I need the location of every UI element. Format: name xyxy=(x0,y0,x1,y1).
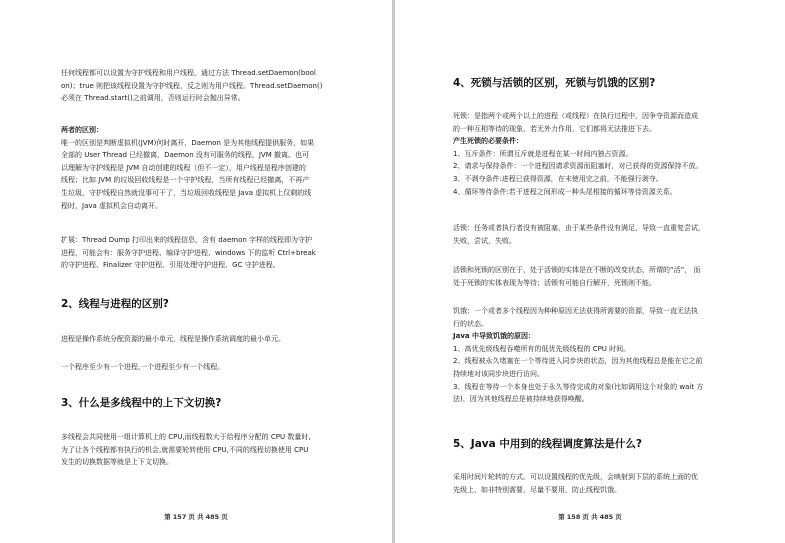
text-line: 多线程会共同使用一组计算机上的 CPU,而线程数大于给程序分配的 CPU 数量时, xyxy=(61,433,311,441)
footer-mid: 页 共 xyxy=(582,513,598,521)
text-line: 活锁：任务或者执行者没有被阻塞，由于某些条件没有满足，导致一直重复尝试， xyxy=(453,224,705,232)
section-2-paragraph-1 xyxy=(61,333,285,346)
text-line: 发生的切换数据等就是上下文切换。 xyxy=(61,458,173,467)
text-line: 活锁和死锁的区别在于，处于活锁的实体是在不断的改变状态，所谓的“活”， 而 xyxy=(453,266,701,274)
text-line: 扩展：Thread Dump 打印出来的线程信息，含有 daemon 字样的线程即为守护 xyxy=(61,236,313,244)
text-line: 的一种互相等待的现象，若无外力作用，它们都将无法推进下去。 xyxy=(453,124,656,133)
text-line: 唯一的区别是判断虚拟机(JVM)何时离开，Daemon 是为其他线程提供服务，如果 xyxy=(61,138,315,147)
footer-page-number: 157 xyxy=(172,513,187,521)
difference-subtitle: 两者的区别： xyxy=(61,126,103,134)
footer-total-pages: 485 xyxy=(205,513,220,521)
left-page xyxy=(0,0,392,543)
footer-suffix: 页 xyxy=(221,513,228,521)
text-line: 失败，尝试，失败。 xyxy=(453,236,516,245)
page-footer xyxy=(395,512,785,521)
extension-paragraph xyxy=(61,234,316,272)
text-line: 生垃圾，守护线程自然就没事可干了，当垃圾回收线程是 Java 虚拟机上仅剩的线 xyxy=(61,188,312,197)
conditions-subtitle: 产生死锁的必要条件： xyxy=(453,137,523,146)
footer-prefix: 第 xyxy=(164,513,171,521)
text-line: 死锁：是指两个或两个以上的进程（或线程）在执行过程中，因争夺资源而造成 xyxy=(453,112,698,120)
text-line: 必须在 Thread.start()之前调用，否则运行时会抛出异常。 xyxy=(61,94,245,103)
text-line: 处于死锁的实体表现为等待；活锁有可能自行解开，死锁则不能。 xyxy=(453,278,656,287)
text-line: 进程，可能会有：服务守护进程、编译守护进程、windows 下的监听 Ctrl+break xyxy=(61,248,316,257)
deadlock-paragraph xyxy=(453,110,702,198)
footer-suffix: 页 xyxy=(615,513,622,521)
text-line: 以理解为守护线程是 JVM 自动创建的线程（但不一定），用户线程是程序创建的 xyxy=(61,163,306,172)
text-line: 为了让各个线程都有执行的机会,就需要轮转使用 CPU,不同的线程切换使用 CPU xyxy=(61,445,309,454)
text-line: 任何线程都可以设置为守护线程和用户线程，通过方法 Thread.setDaemon(bool xyxy=(61,69,316,77)
section-5-heading: 5、Java 中用到的线程调度算法是什么? xyxy=(453,438,642,450)
text-line: 先级上，如非特别需要，尽量不要用，防止线程饥饿。 xyxy=(453,485,621,494)
text-line: 饥饿：一个或者多个线程因为种种原因无法获得所需要的资源，导致一直无法执 xyxy=(453,307,698,315)
page-footer xyxy=(0,512,392,521)
text-line: 程时，Java 虚拟机会自动离开。 xyxy=(61,201,163,210)
livelock-paragraph xyxy=(453,222,705,247)
text-line: 全部的 User Thread 已经撤离，Daemon 没有可服务的线程，JVM 撤离。也可 xyxy=(61,151,309,160)
footer-total-pages: 485 xyxy=(599,513,614,521)
footer-page-number: 158 xyxy=(566,513,581,521)
footer-mid: 页 共 xyxy=(188,513,204,521)
section-2-heading: 2、线程与进程的区别? xyxy=(61,298,169,310)
list-item: 法)，因为其他线程总是被持续地获得唤醒。 xyxy=(453,395,589,404)
causes-subtitle: Java 中导致饥饿的原因： xyxy=(453,332,536,341)
text-line: 线程；比如 JVM 的垃圾回收线程是一个守护线程，当所有线程已经撤离，不再产 xyxy=(61,176,310,185)
text-line: on)；true 则把该线程设置为守护线程，反之则为用户线程。Thread.setDaemon() xyxy=(61,81,323,90)
right-page xyxy=(395,0,785,543)
list-item: 1、高优先级线程吞噬所有的低优先级线程的 CPU 时间。 xyxy=(453,344,631,353)
section-3-paragraph xyxy=(61,431,311,469)
section-3-heading: 3、什么是多线程中的上下文切换? xyxy=(61,397,222,409)
list-item: 3、线程在等待一个本身也处于永久等待完成的对象(比如调用这个对象的 wait 方 xyxy=(453,382,704,391)
text-line: 进程是操作系统分配资源的最小单元，线程是操作系统调度的最小单元。 xyxy=(61,335,285,343)
list-item: 2、请求与保持条件：一个进程因请求资源而阻塞时，对已获得的资源保持不放。 xyxy=(453,162,703,171)
list-item: 1、互斥条件：所谓互斥就是进程在某一时间内独占资源。 xyxy=(453,149,633,158)
section-4-heading: 4、死锁与活锁的区别，死锁与饥饿的区别? xyxy=(453,77,656,89)
list-item: 4、循环等待条件:若干进程之间形成一种头尾相接的循环等待资源关系。 xyxy=(453,187,677,196)
daemon-difference-paragraph xyxy=(61,124,314,212)
list-item: 持续地对该同步块进行访问。 xyxy=(453,369,544,378)
text-line: 行的状态。 xyxy=(453,319,488,328)
section-5-paragraph xyxy=(453,471,698,496)
list-item: 3、不剥夺条件:进程已获得资源，在末使用完之前，不能强行剥夺。 xyxy=(453,174,663,183)
starvation-paragraph xyxy=(453,305,703,406)
list-item: 2、线程被永久堵塞在一个等待进入同步块的状态，因为其他线程总是能在它之前 xyxy=(453,357,703,366)
daemon-intro-paragraph xyxy=(61,67,322,105)
text-line: 一个程序至少有一个进程,一个进程至少有一个线程。 xyxy=(61,363,225,371)
footer-prefix: 第 xyxy=(558,513,565,521)
text-line: 的守护进程、Finalizer 守护进程、引用处理守护进程、GC 守护进程。 xyxy=(61,261,280,270)
livelock-deadlock-difference-paragraph xyxy=(453,264,700,289)
section-2-paragraph-2 xyxy=(61,361,224,374)
text-line: 采用时间片轮转的方式。可以设置线程的优先级，会映射到下层的系统上面的优 xyxy=(453,473,698,481)
